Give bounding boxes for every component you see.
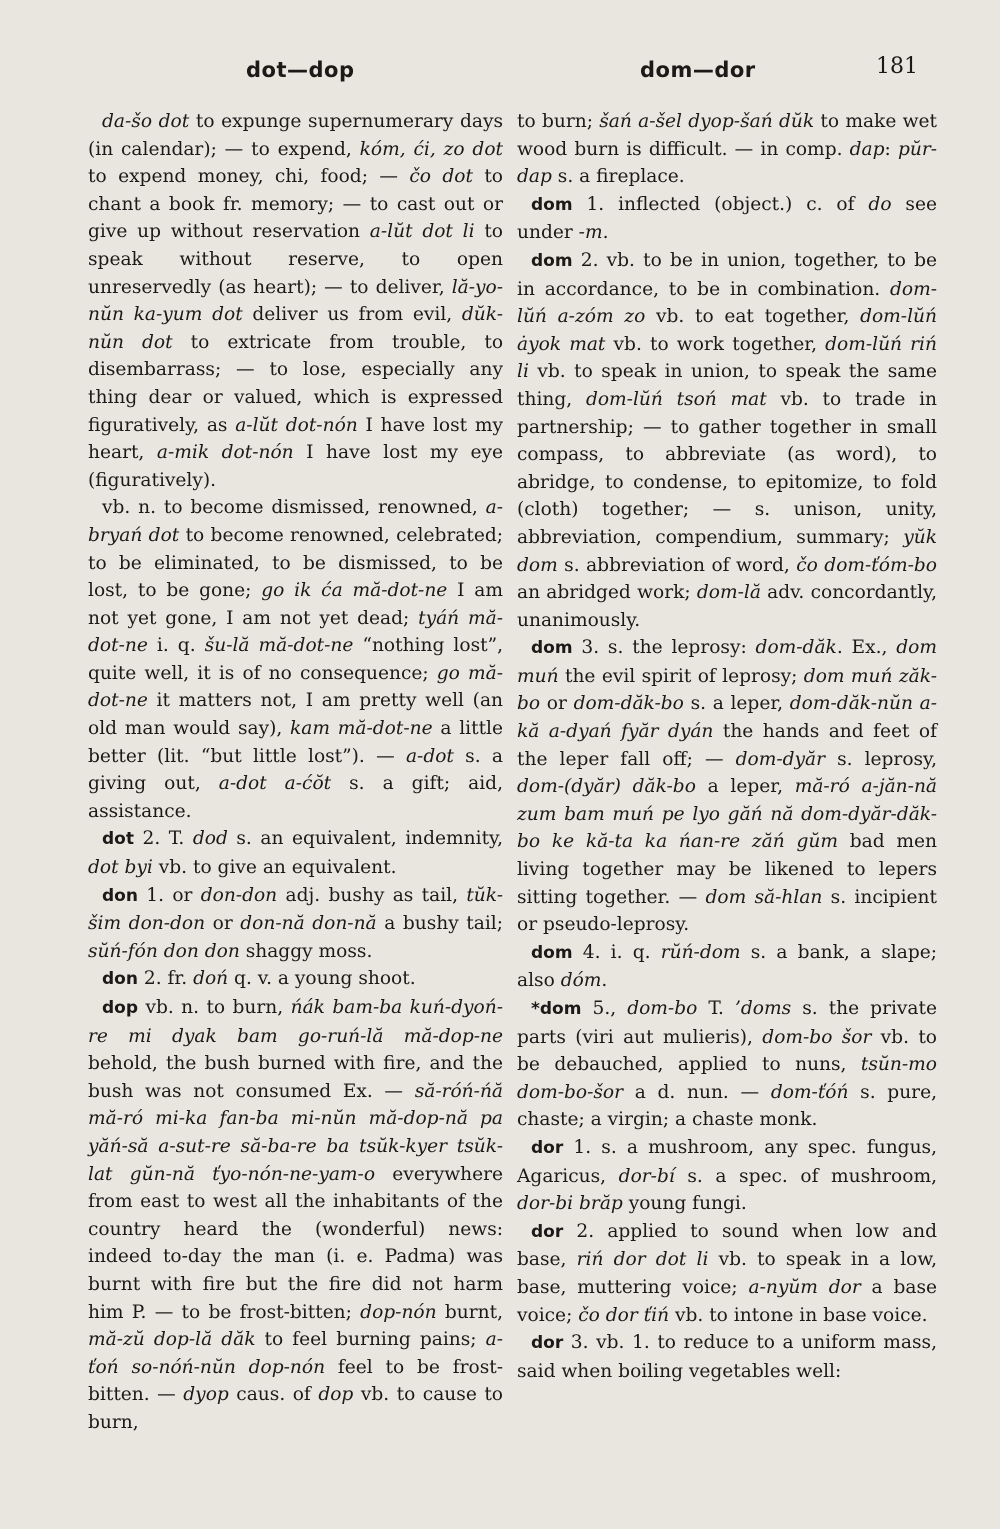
- headword: *dom: [531, 999, 582, 1019]
- entry-text: 2. applied to sound when low and base, riń dor dot li vb. to speak in a low, base, muttering voice; a-nyŭm dor a base voice; čo dor ťiń vb. to intone in base voice.: [517, 1220, 937, 1326]
- left-column: [88, 108, 503, 1437]
- entry-text: 2. fr. doń q. v. a young shoot.: [137, 968, 416, 990]
- entry-text: 4. i. q. rŭń-dom s. a bank, a slape; also dóm.: [517, 941, 938, 992]
- entry-text: 3. vb. 1. to reduce to a uniform mass, said when boiling vegetables well:: [517, 1332, 937, 1382]
- dictionary-entry: [88, 825, 503, 881]
- entry-text: 1. inflected (object.) c. of do see under -m.: [517, 193, 937, 244]
- running-head-left: dot—dop: [246, 58, 355, 82]
- headword: dom: [531, 250, 573, 271]
- dictionary-entry: [517, 634, 937, 939]
- dictionary-entry: [517, 939, 937, 995]
- entry-text: 2. T. dod s. an equivalent, indemnity, dot byi vb. to give an equivalent.: [88, 828, 503, 879]
- entry-text: 1. s. a mushroom, any spec. fungus, Agaricus, dor-bí s. a spec. of mushroom, dor-bi brăp young fungi.: [517, 1136, 937, 1215]
- dictionary-entry: [517, 247, 937, 634]
- dictionary-entry: [517, 995, 937, 1134]
- dictionary-entry: [517, 1134, 937, 1218]
- headword: dop: [102, 998, 139, 1018]
- page-number: 181: [876, 54, 918, 79]
- entry-text: to burn; šań a-šel dyop-šań dŭk to make wet wood burn is difficult. — in comp. dap: pŭr-dap s. a fireplace.: [517, 111, 938, 188]
- entry-text: vb. n. to burn, ńák bam-ba kuń-dyoń-re mi dyak bam go-ruń-lă mă-dop-ne behold, the bush burned with fire, and the bush was not consumed Ex. — să-róń-ńă mă-ró mi-ka fan-ba mi-nŭn mă-dop-nă pa yăń-să a-sut-re să-ba-re ba tsŭk-kyer tsŭk-lat gŭn-nă ťyo-nón-ne-yam-o everywhere from east to west all the inhabitants of the country heard the (wonderful) news: indeed to-day the man (i. e. Padma) was burnt with fire but the fire did not harm him P. — to be frost-bitten; dop-nón burnt, mă-zŭ dop-lă dăk to feel burning pains; a-ťoń so-nóń-nŭn dop-nón feel to be frost-bitten. — dyop caus. of dop vb. to cause to burn,: [88, 997, 504, 1433]
- running-head-right: dom—dor: [640, 58, 756, 82]
- headword: don: [102, 969, 138, 990]
- dictionary-entry: [517, 108, 937, 191]
- entry-text: 1. or don-don adj. bushy as tail, tŭk-šim don-don or don-nă don-nă a bushy tail; sŭń-fón don don shaggy moss.: [88, 884, 503, 962]
- dictionary-entry: [88, 882, 503, 966]
- dictionary-entry: [88, 108, 503, 494]
- headword: dom: [531, 194, 573, 215]
- dictionary-entry: [88, 994, 503, 1437]
- dictionary-entry: [517, 1218, 937, 1329]
- dictionary-entry: [88, 494, 503, 825]
- headword: dor: [531, 1333, 564, 1354]
- dictionary-entry: [88, 965, 503, 994]
- entry-text: 2. vb. to be in union, together, to be in accordance, to be in combination. dom-lŭń a-zóm zo vb. to eat together, dom-lŭń ȧyok mat vb. to work together, dom-lŭń riń li vb. to speak in union, to speak the same thing, dom-lŭń tsoń mat vb. to trade in partnership; — to gather together in small compass, to abbreviate (as word), to abridge, to condense, to epitomize, to fold (cloth) together; — s. unison, unity, abbreviation, compendium, summary; yŭk dom s. abbreviation of word, čo dom-ťóm-bo an abridged work; dom-lă adv. concordantly, unanimously.: [517, 249, 937, 631]
- headword: dor: [531, 1221, 564, 1242]
- entry-text: da-šo dot to expunge supernumerary days (in calendar); — to expend, kóm, ći, zo dot to expend money, chi, food; — čo dot to chant a book fr. memory; — to cast out or give up without reservation a-lŭt dot li to speak without reserve, to open unreservedly (as heart); — to deliver, lă-yo-nŭn ka-yum dot deliver us from evil, dŭk-nŭn dot to extricate from trouble, to disembarrass; — to lose, especially any thing dear or valued, which is expressed figuratively, as a-lŭt dot-nón I have lost my heart, a-mik dot-nón I have lost my eye (figuratively).: [88, 111, 504, 491]
- entry-text: 3. s. the leprosy: dom-dăk. Ex., dom muń the evil spirit of leprosy; dom muń zăk-bo or dom-dăk-bo s. a leper, dom-dăk-nŭn a-kă a-dyań fyăr dyán the hands and feet of the leper fall off; — dom-dyăr s. leprosy, dom-(dyăr) dăk-bo a leper, mă-ró a-jăn-nă zum bam muń pe lyo găń nă dom-dyăr-dăk-bo ke kă-ta ka ńan-re zăń gŭm bad men living together may be likened to lepers sitting together. — dom să-hlan s. incipient or pseudo-leprosy.: [517, 637, 938, 936]
- dictionary-entry: [517, 1329, 937, 1385]
- entry-text: 5., dom-bo T. ’doms s. the private parts (viri aut mulieris), dom-bo šor vb. to be debauched, applied to nuns, tsŭn-mo dom-bo-šor a d. nun. — dom-ťóń s. pure, chaste; a virgin; a chaste monk.: [517, 998, 937, 1131]
- headword: dom: [531, 638, 573, 659]
- headword: dor: [531, 1137, 564, 1158]
- right-column: [517, 108, 937, 1385]
- headword: dot: [102, 829, 134, 850]
- entry-text: vb. n. to become dismissed, renowned, a-bryań dot to become renowned, celebrated; to be eliminated, to be dismissed, to be lost, to be gone; go ik ća mă-dot-ne I am not yet gone, I am not yet dead; tyáń mă-dot-ne i. q. šu-lă mă-dot-ne “nothing lost”, quite well, it is of no consequence; go mă-dot-ne it matters not, I am pretty well (an old man would say), kam mă-dot-ne a little better (lit. “but little lost”). — a-dot s. a giving out, a-dot a-ćŏt s. a gift; aid, assistance.: [88, 497, 504, 822]
- headword: don: [102, 885, 138, 906]
- dictionary-entry: [517, 191, 937, 247]
- headword: dom: [531, 942, 573, 963]
